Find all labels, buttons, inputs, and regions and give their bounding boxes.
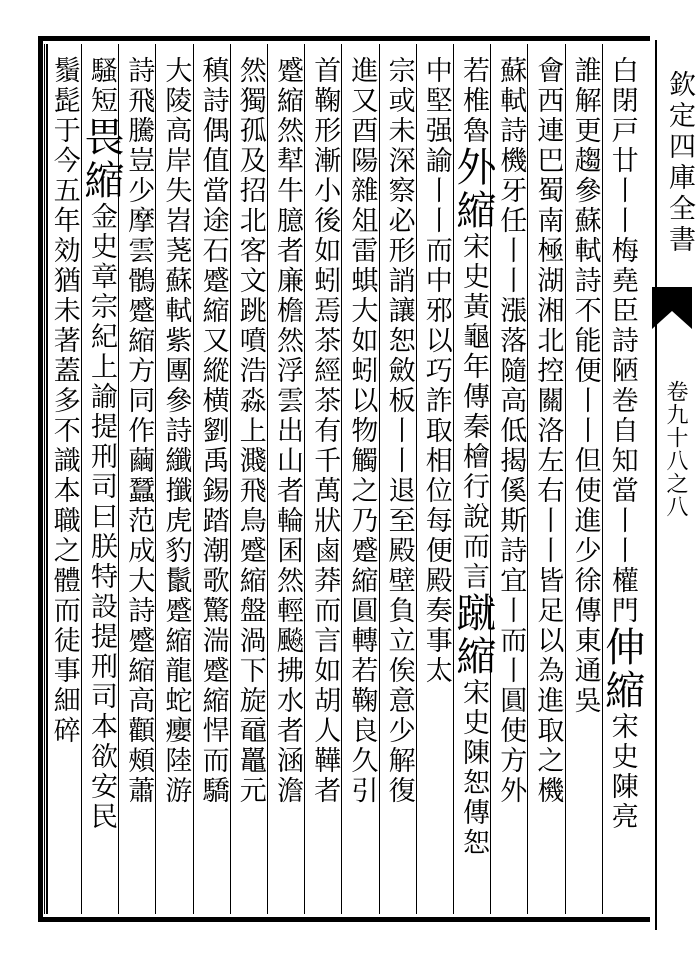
fishtail-mark-icon [652, 287, 692, 329]
text-column [196, 56, 230, 916]
column-rule [230, 44, 231, 914]
column-text: 誰解更趨參蘇軾詩不能便丨丨但使進少徐 [569, 56, 601, 596]
column-rule [341, 44, 342, 914]
column-text: 然獨孤及招北客文跳噴浩淼上濺飛鳥蹙縮盤渦下旋黿鼉元 [234, 56, 266, 806]
column-text: 騷短 [86, 56, 117, 116]
column-text: 諭丨丨而中邪以巧詐取相位 [420, 146, 452, 506]
text-column [419, 56, 453, 916]
column-text: 大陵高岸失岧荛蘇軾紫團參詩纖攕虎豹鬛蹙縮龍蛇癭陸游 [160, 56, 192, 806]
column-text: 會西連巴蜀南極湖湘北控關洛左右丨丨皆足以為進取之機 [532, 56, 564, 806]
column-text: 宋史陳恕傳恕 [458, 678, 489, 858]
column-text: 丨丨 [606, 176, 638, 236]
text-column [382, 56, 416, 916]
column-text: 傳東通吳 [569, 596, 601, 716]
column-rule [416, 44, 417, 914]
column-rule [267, 44, 268, 914]
column-rule [193, 44, 194, 914]
column-text: 鬚髭 [48, 56, 80, 116]
column-text: 宗或未深察必形誚讓恕斂板丨丨退至殿壁負立俟意少解復 [383, 56, 415, 806]
column-rule [527, 44, 528, 914]
column-text: 首鞠形漸小後如蚓焉茶經茶有千萬狀鹵莽而言如胡人鞾者 [309, 56, 341, 806]
text-column [78, 56, 124, 916]
text-column [344, 56, 378, 916]
column-rule [44, 44, 45, 914]
column-rule [155, 44, 156, 914]
column-text: 稹詩偶值當途石蹙縮又縱横劉禹錫踏潮歌驚湍蹙縮悍而驕 [197, 56, 229, 806]
column-text: 中堅强 [420, 56, 452, 146]
text-column [493, 56, 527, 916]
text-column [450, 56, 496, 916]
headword: 伸縮 [598, 626, 645, 712]
text-column [307, 56, 341, 916]
column-rule [304, 44, 305, 914]
column-text: 宋史黃龜年傳秦檜行說而言 [458, 232, 489, 592]
column-text: 金史章宗紀上諭提刑司曰朕特設提刑司本欲安民 [86, 202, 117, 832]
text-column [530, 56, 564, 916]
column-text: 每便殿奏事太 [420, 506, 452, 686]
column-text: 宋史陳亮 [606, 712, 638, 832]
column-text: 于今五年効猶未著蓋多不識本職之體而徒事細碎 [48, 116, 80, 746]
text-column [598, 56, 645, 916]
headword: 蹴縮 [450, 592, 496, 678]
text-column [270, 56, 304, 916]
column-rule [602, 44, 603, 914]
text-column [233, 56, 267, 916]
juan-label: 卷九十八之八 [663, 380, 688, 518]
column-text: 白閉戸廿 [606, 56, 638, 176]
column-text: 蹙縮然犎牛臆者廉檐然浮雲出山者輪囷然輕飈拂水者涵澹 [272, 56, 303, 806]
column-text: 詩飛騰豈少摩雲鶻蹙縮方同作繭蠶范成大詩蹙縮高顴頰蕭 [123, 56, 155, 806]
text-column [47, 56, 81, 916]
text-column [568, 56, 602, 916]
column-text: 梅堯臣詩陋巻自知當丨丨權門 [606, 236, 638, 626]
headword: 外縮 [450, 146, 496, 232]
column-text: 蘇軾詩機牙任丨丨漲落隨高低揭傒斯詩宜丨而丨圓使方外 [495, 56, 527, 806]
text-column [121, 56, 155, 916]
column-text: 進又酉陽雜俎雷蜞大如蚓以物觸之乃蹙縮圓轉若鞠良久引 [346, 56, 378, 806]
headword: 畏縮 [78, 116, 124, 202]
column-text: 若椎魯 [458, 56, 489, 146]
column-rule [379, 44, 380, 914]
column-rule [565, 44, 566, 914]
text-column [158, 56, 192, 916]
book-title: 欽定四庫全書 [664, 70, 695, 256]
